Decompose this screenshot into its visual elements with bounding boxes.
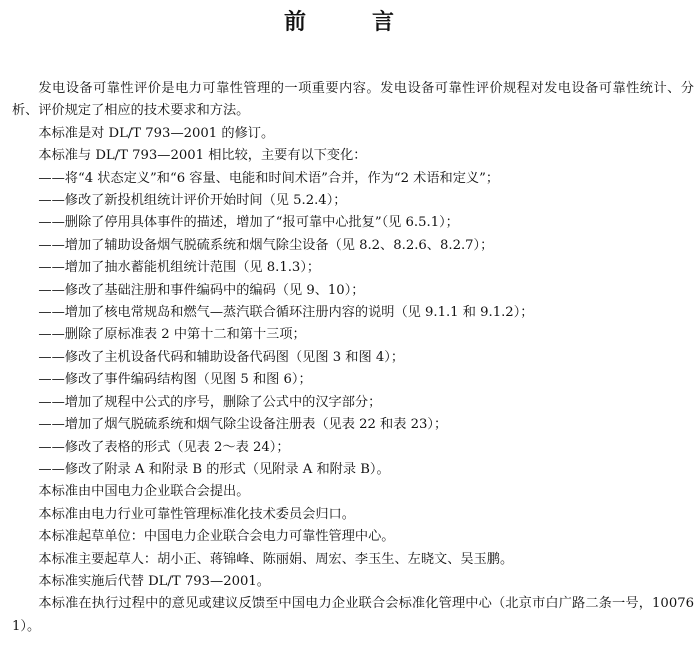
list-item: ——增加了辅助设备烟气脱硫系统和烟气除尘设备（见 8.2、8.2.6、8.2.7）；: [38, 237, 494, 253]
list-item: ——增加了规程中公式的序号，删除了公式中的汉字部分；: [38, 394, 382, 410]
list-item: ——增加了核电常规岛和燃气—蒸汽联合循环注册内容的说明（见 9.1.1 和 9.1.2）；: [38, 305, 534, 321]
list-item: ——修改了附录 A 和附录 B 的形式（见附录 A 和附录 B）。: [38, 461, 390, 477]
list-item: ——增加了抽水蓄能机组统计范围（见 8.1.3）；: [38, 260, 321, 276]
list-item: ——修改了表格的形式（见表 2～表 24）；: [38, 439, 290, 455]
list-item: ——修改了新投机组统计评价开始时间（见 5.2.4）；: [38, 193, 347, 209]
changes-list: [12, 168, 694, 482]
list-item: ——修改了事件编码结构图（见图 5 和图 6）；: [38, 372, 312, 388]
foreword-body: [12, 78, 694, 638]
list-item: ——修改了基础注册和事件编码中的编码（见 9、10）；: [38, 282, 365, 298]
drafters: 本标准主要起草人：胡小正、蒋锦峰、陈丽娟、周宏、李玉生、左晓文、吴玉鹏。: [38, 551, 514, 567]
list-item: ——修改了主机设备代码和辅助设备代码图（见图 3 和图 4）；: [38, 349, 405, 365]
drafting-unit: 本标准起草单位：中国电力企业联合会电力可靠性管理中心。: [38, 529, 395, 545]
changes-intro: 本标准与 DL/T 793—2001 相比较，主要有以下变化：: [38, 148, 367, 164]
page-title: 前 言: [283, 10, 416, 35]
replacement-statement: 本标准实施后代替 DL/T 793—2001。: [38, 573, 270, 589]
list-item: ——增加了烟气脱硫系统和烟气除尘设备注册表（见表 22 和表 23）；: [38, 417, 448, 433]
list-item: ——删除了停用具体事件的描述，增加了“报可靠中心批复”（见 6.5.1）；: [38, 215, 459, 231]
feedback-statement: 本标准在执行过程中的意见或建议反馈至中国电力企业联合会标准化管理中心（北京市白广路二条一号，100761）。: [12, 596, 694, 634]
proposer-statement: 本标准由中国电力企业联合会提出。: [38, 484, 250, 500]
intro-paragraph: 发电设备可靠性评价是电力可靠性管理的一项重要内容。发电设备可靠性评价规程对发电设备可靠性统计、分析、评价规定了相应的技术要求和方法。: [12, 81, 694, 119]
committee-statement: 本标准由电力行业可靠性管理标准化技术委员会归口。: [38, 506, 355, 522]
revision-statement: 本标准是对 DL/T 793—2001 的修订。: [38, 125, 275, 141]
list-item: ——删除了原标准表 2 中第十二和第十三项；: [38, 327, 306, 343]
list-item: ——将“4 状态定义”和“6 容量、电能和时间术语”合并，作为“2 术语和定义”；: [38, 170, 500, 186]
